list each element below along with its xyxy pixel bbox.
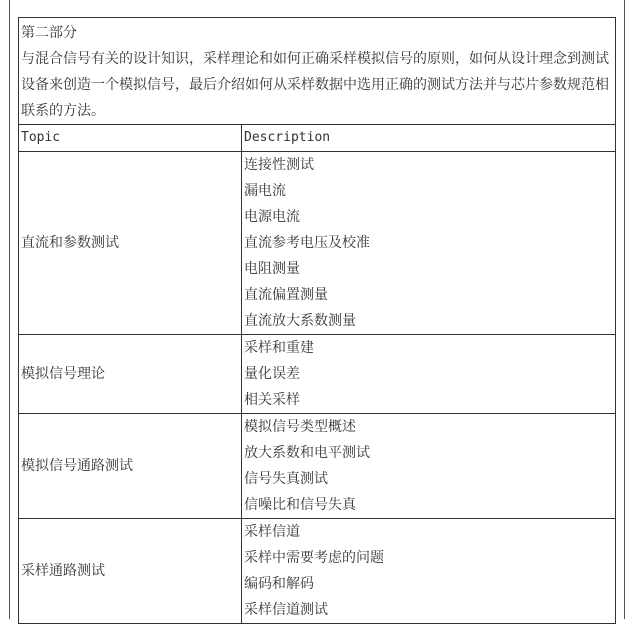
intro-cell (19, 18, 616, 125)
header-topic: Topic (19, 125, 242, 152)
description-item: 采样中需要考虑的问题 (244, 550, 384, 566)
description-item: 采样信道测试 (244, 602, 328, 618)
header-row (19, 125, 616, 152)
description-item: 连接性测试 (244, 157, 314, 173)
description-item: 采样和重建 (244, 340, 314, 356)
description-item: 电阻测量 (244, 261, 300, 277)
table-row (19, 335, 616, 414)
table-row (19, 414, 616, 519)
description-item: 漏电流 (244, 183, 286, 199)
topic-cell: 采样通路测试 (19, 519, 242, 624)
description-item: 信噪比和信号失真 (244, 497, 356, 513)
description-cell (242, 519, 616, 624)
description-item: 编码和解码 (244, 576, 314, 592)
description-item: 直流放大系数测量 (244, 313, 356, 329)
description-item: 量化误差 (244, 366, 300, 382)
course-table (18, 17, 616, 624)
page-border-left (9, 0, 10, 619)
description-item: 采样信道 (244, 524, 300, 540)
description-cell (242, 152, 616, 335)
intro-row (19, 18, 616, 125)
description-item: 模拟信号类型概述 (244, 419, 356, 435)
description-item: 相关采样 (244, 392, 300, 408)
table-row (19, 152, 616, 335)
description-item: 信号失真测试 (244, 471, 328, 487)
intro-text: 与混合信号有关的设计知识，采样理论和如何正确采样模拟信号的原则，如何从设计理念到测试设备来创造一个模拟信号，最后介绍如何从采样数据中选用正确的测试方法并与芯片参数规范相联系的方法。 (21, 51, 609, 119)
description-item: 直流偏置测量 (244, 287, 328, 303)
intro-title: 第二部分 (21, 25, 77, 41)
description-item: 直流参考电压及校准 (244, 235, 370, 251)
table-row (19, 519, 616, 624)
topic-cell: 模拟信号理论 (19, 335, 242, 414)
topic-cell: 直流和参数测试 (19, 152, 242, 335)
header-description: Description (242, 125, 616, 152)
topic-cell: 模拟信号通路测试 (19, 414, 242, 519)
description-item: 电源电流 (244, 209, 300, 225)
description-cell (242, 414, 616, 519)
description-item: 放大系数和电平测试 (244, 445, 370, 461)
description-cell (242, 335, 616, 414)
